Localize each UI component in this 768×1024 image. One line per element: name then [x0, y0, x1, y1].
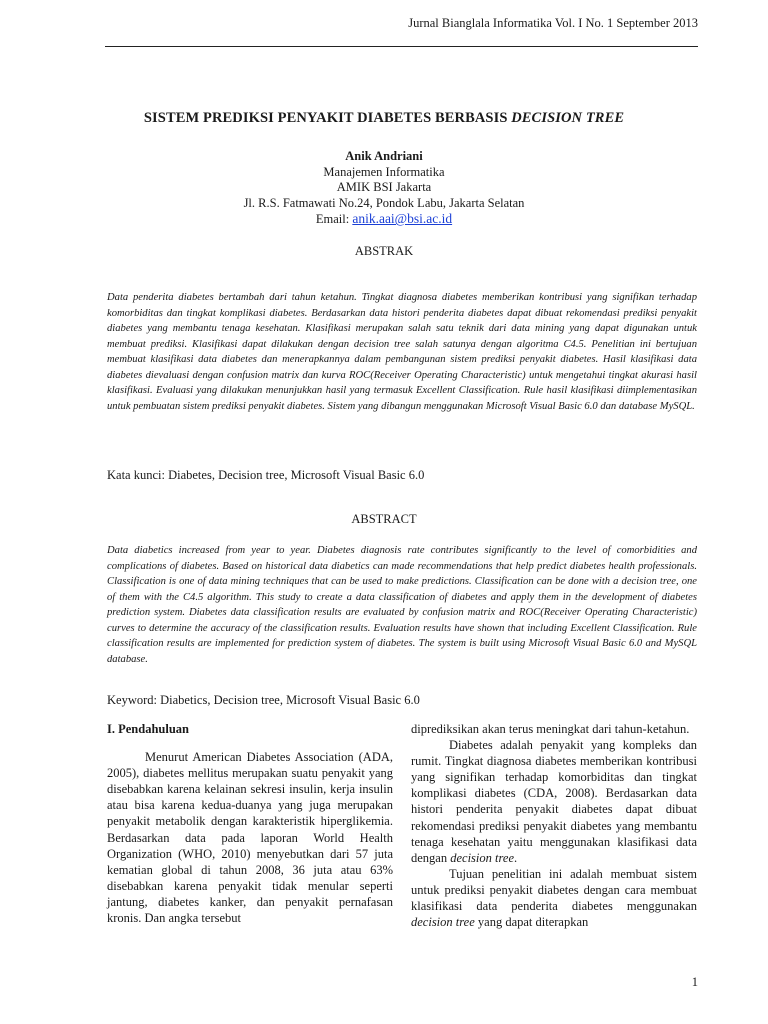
left-column [107, 721, 393, 926]
abstract-text: Data diabetics increased from year to year. Diabetes diagnosis rate contributes significantly to the level of comorbidities and complications of diabetes. Based on historical data diabetics can made recommendations that help predict diabetes health professionals. Classification is one of data mining techniques that can be used to make predictions. Classification can be done with a decision tree, one of them with the C4.5 algorithm. This study to create a data classification of diabetes and apply them in the development of diabetes prediction system. Diabetes data classification results are evaluated by confusion matrix and ROC(Receiver Operating Characteristic) curves to determine the accuracy of the classification results. Evaluation results have shown that including Excellent Classification. Rule classification results are implemented for prediction system of diabetes. The system is built using Microsoft Visual Basic 6.0 and MySQL database. [107, 545, 697, 665]
author-institution: AMIK BSI Jakarta [336, 180, 432, 194]
paper-title-italic: DECISION TREE [511, 110, 625, 126]
abstract-heading: ABSTRACT [351, 512, 417, 526]
abstrak-text: Data penderita diabetes bertambah dari tahun ketahun. Tingkat diagnosa diabetes memberikan kontribusi yang signifikan terhadap komorbiditas dan tingkat komplikasi diabetes. Berdasarkan data histori penderita diabetes dapat dibuat rekomendasi prediksi penyakit diabetes yang membantu tenaga kesehatan. Klasifikasi merupakan salah satu teknik dari data mining yang dapat digunakan untuk membuat prediksi. Klasifikasi dapat dilakukan dengan decision tree salah satunya dengan algoritma C4.5. Penelitian ini bertujuan membuat klasifikasi data diabetes dan menerapkannya dalam pembangunan sistem prediksi penyakit diabetes. Hasil klasifikasi data diabetes dievaluasi dengan confusion matrix dan kurva ROC(Receiver Operating Characteristic) untuk mengetahui tingkat akurasi hasil klasifikasi. Evaluasi yang dilakukan menunjukkan hasil yang termasuk Excellent Classification. Rule hasil klasifikasi diimplementasikan untuk pembuatan sistem prediksi penyakit diabetes. Sistem yang dibangun menggunakan Microsoft Visual Basic 6.0 dan database MySQL. [107, 292, 697, 412]
intro-paragraph-3-text: Tujuan penelitian ini adalah membuat sistem untuk prediksi penyakit diabetes dengan cara membuat klasifikasi data penderita diabetes menggunakan [411, 866, 697, 914]
intro-paragraph-3 [411, 866, 697, 930]
paper-title [0, 110, 768, 127]
keywords-english: Keyword: Diabetics, Decision tree, Microsoft Visual Basic 6.0 [107, 693, 420, 707]
page-number: 1 [691, 975, 698, 989]
intro-paragraph-2 [411, 737, 697, 866]
email-link[interactable]: anik.aai@bsi.ac.id [352, 211, 453, 226]
author-address: Jl. R.S. Fatmawati No.24, Pondok Labu, Jakarta Selatan [243, 195, 525, 210]
intro-paragraph-1-continued: diprediksikan akan terus meningkat dari tahun-ketahun. [411, 722, 690, 736]
running-header: Jurnal Bianglala Informatika Vol. I No. 1 September 2013 [408, 16, 698, 30]
intro-paragraph-3-end: yang dapat diterapkan [474, 915, 589, 930]
intro-paragraph-2-end: . [514, 850, 518, 865]
author-department: Manajemen Informatika [323, 164, 445, 179]
header-rule [105, 46, 698, 47]
abstrak-heading: ABSTRAK [354, 244, 414, 258]
author-email-line [0, 211, 768, 228]
right-column [411, 721, 697, 930]
intro-paragraph-2-text: Diabetes adalah penyakit yang kompleks dan rumit. Tingkat diagnosa diabetes memberikan kontribusi yang signifikan terhadap komorbiditas dan tingkat komplikasi diabetes (CDA, 2008). Berdasarkan data histori penderita penyakit diabetes dapat dibuat rekomendasi prediksi penyakit diabetes yang membantu tenaga kesehatan yaitu menggunakan klasifikasi data dengan [411, 738, 697, 865]
author-block [0, 149, 768, 228]
intro-paragraph-2-italic: decision tree [450, 850, 514, 865]
section-heading-pendahuluan: I. Pendahuluan [107, 722, 189, 736]
intro-paragraph-1: Menurut American Diabetes Association (ADA, 2005), diabetes mellitus merupakan suatu penyakit yang disebabkan karena kelainan sekresi insulin, kerja insulin atau bisa karena kedua-duanya yang juga merupakan penyakit metabolik dengan karakteristik hiperglikemia. Berdasarkan data pada laporan World Health Organization (WHO, 2010) menyebutkan dari 57 juta kematian global di tahun 2008, 36 juta atau 63% disebabkan karena penyakit tidak menular seperti jantung, diabetes kanker, dan penyakit pernafasan kronis. Dan angka tersebut [107, 750, 393, 926]
intro-paragraph-3-italic: decision tree [411, 915, 475, 930]
email-label: Email: [315, 212, 353, 226]
author-name: Anik Andriani [345, 149, 423, 163]
kata-kunci: Kata kunci: Diabetes, Decision tree, Microsoft Visual Basic 6.0 [107, 468, 425, 482]
paper-title-main: SISTEM PREDIKSI PENYAKIT DIABETES BERBASIS [143, 110, 512, 126]
